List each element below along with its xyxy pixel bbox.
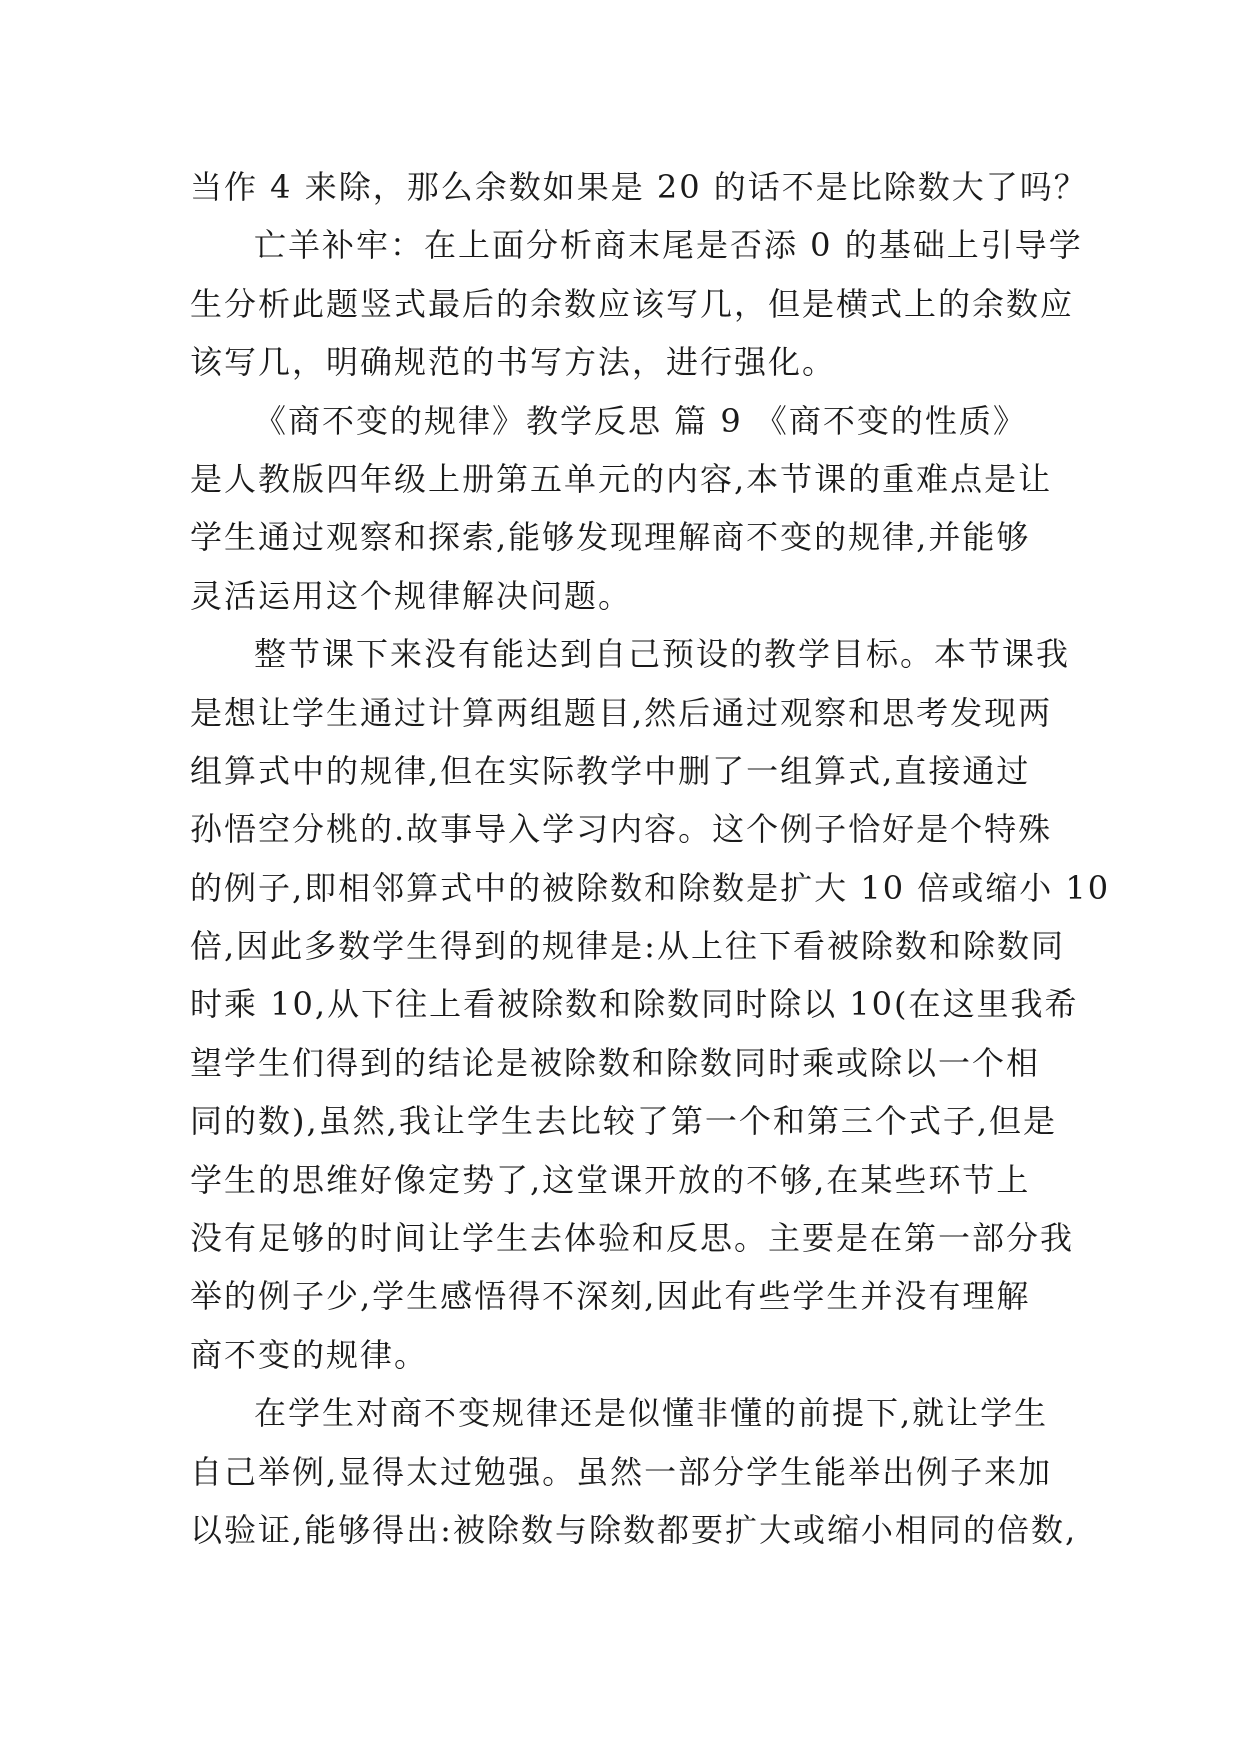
text-line: 《商不变的规律》教学反思 篇 9 《商不变的性质》	[254, 401, 1027, 440]
text-line: 是想让学生通过计算两组题目,然后通过观察和思考发现两	[190, 693, 1053, 732]
text-line: 亡羊补牢：在上面分析商末尾是否添 0 的基础上引导学	[254, 226, 1083, 265]
text-line: 组算式中的规律,但在实际教学中删了一组算式,直接通过	[190, 751, 1031, 790]
text-line: 自己举例,显得太过勉强。虽然一部分学生能举出例子来加	[190, 1452, 1053, 1491]
text-line: 学生的思维好像定势了,这堂课开放的不够,在某些环节上	[190, 1160, 1031, 1199]
text-line: 是人教版四年级上册第五单元的内容,本节课的重难点是让	[190, 459, 1053, 498]
text-line: 以验证,能够得出:被除数与除数都要扩大或缩小相同的倍数,	[190, 1510, 1078, 1549]
text-line: 的例子,即相邻算式中的被除数和除数是扩大 10 倍或缩小 10	[190, 868, 1111, 907]
text-line: 商不变的规律。	[190, 1335, 429, 1374]
text-line: 该写几，明确规范的书写方法，进行强化。	[190, 343, 837, 382]
text-line: 倍,因此多数学生得到的规律是:从上往下看被除数和除数同	[190, 927, 1065, 966]
text-line: 当作 4 来除，那么余数如果是 20 的话不是比除数大了吗？	[190, 168, 1088, 206]
document-body	[190, 158, 1111, 1559]
text-line: 时乘 10,从下往上看被除数和除数同时除以 10(在这里我希	[190, 985, 1079, 1024]
text-line: 整节课下来没有能达到自己预设的教学目标。本节课我	[254, 635, 1071, 674]
text-line: 举的例子少,学生感悟得不深刻,因此有些学生并没有理解	[190, 1277, 1031, 1316]
text-line: 同的数),虽然,我让学生去比较了第一个和第三个式子,但是	[190, 1102, 1058, 1141]
text-line: 望学生们得到的结论是被除数和除数同时乘或除以一个相	[190, 1043, 1041, 1082]
text-line: 灵活运用这个规律解决问题。	[190, 576, 633, 615]
text-line: 生分析此题竖式最后的余数应该写几，但是横式上的余数应	[190, 284, 1075, 323]
text-line: 没有足够的时间让学生去体验和反思。主要是在第一部分我	[190, 1219, 1075, 1258]
text-line: 学生通过观察和探索,能够发现理解商不变的规律,并能够	[190, 518, 1031, 557]
text-line: 在学生对商不变规律还是似懂非懂的前提下,就让学生	[254, 1394, 1049, 1433]
text-line: 孙悟空分桃的.故事导入学习内容。这个例子恰好是个特殊	[190, 810, 1053, 849]
